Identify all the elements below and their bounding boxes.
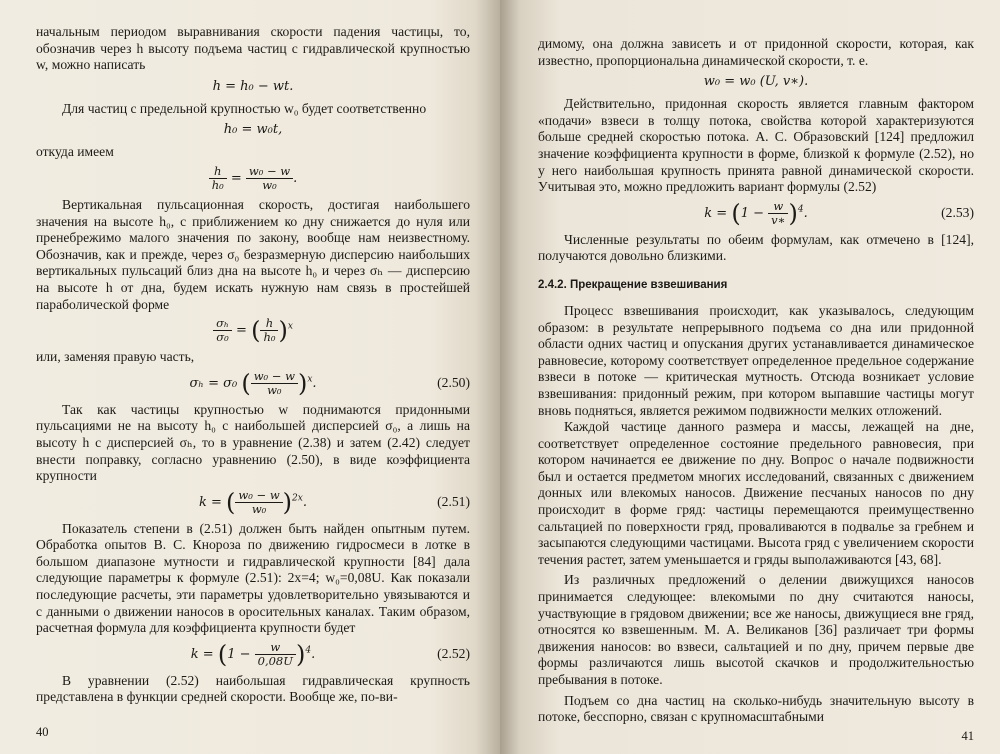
equation-number: (2.52)	[437, 646, 470, 662]
denominator: h₀	[263, 330, 276, 345]
formula-lhs: σₕ = σ₀	[189, 375, 238, 391]
period: .	[293, 170, 298, 186]
left-paren: (	[241, 369, 251, 398]
page-number: 41	[961, 729, 974, 743]
period: .	[312, 375, 317, 391]
paragraph: Действительно, придонная скорость является главным фактором «подачи» взвеси в толщу потока, свойства которой характеризуются больше средней скоростью потока. А. С. Образовский [124] предложил значение коэффициента крупности в форме, близкой к формуле (2.52), но у него наибольшая крупность принята равной динамической скорости. Учитывая это, можно предложить вариант формулы (2.52)	[538, 96, 974, 195]
paragraph: откуда имеем	[36, 144, 114, 160]
formula-lhs: k =	[704, 205, 728, 221]
formula-term: 1 −	[227, 646, 251, 662]
fraction	[768, 200, 788, 227]
paragraph: Показатель степени в (2.51) должен быть найден опытным путем. Обработка опытов В. С. Кнороза по движению гидросмеси в лотке в большом диапазоне мутности и гидравлической крупности [84] дала следующие параметры к формуле (2.51): 2x=4; w₀=0,08U. Как показали последующие расчеты, эти параметры удовлетворительно увязываются и с данными о движении наносов в оросительных каналах. Таким образом, расчетная формула для коэффициента крупности будет	[36, 520, 470, 636]
paragraph: Процесс взвешивания происходит, как указывалось, следующим образом: в результате непрерывного подъема со дна или придонной области одних частиц и опускания других устанавливается динамическое равновесие, которому соответствует определенное предельное содержание взвеси в потоке — критическая мутность. Отсюда возникает условие взвешивания: придонный режим, при котором выпавшие частицы могут вновь подняться, является режимом подвижности мелких отложений.	[538, 302, 974, 418]
formula: h₀ = w₀t,	[223, 122, 283, 138]
right-paren: )	[788, 199, 798, 228]
left-paren: (	[217, 640, 228, 669]
numerator: w₀ − w	[235, 489, 282, 503]
formula	[538, 200, 974, 227]
section-heading: 2.4.2. Прекращение взвешивания	[538, 278, 728, 291]
right-paren: )	[278, 316, 288, 345]
denominator: w₀	[267, 382, 282, 397]
right-page	[500, 0, 1000, 754]
paragraph: или, заменяя правую часть,	[36, 349, 195, 365]
formula	[36, 165, 470, 192]
left-paren: (	[731, 199, 741, 228]
right-paren: )	[282, 488, 293, 517]
left-paren: (	[226, 488, 236, 517]
paragraph: Подъем со дна частиц на сколько-нибудь значительную высоту в потоке, бесспорно, связан с крупномасштабными	[538, 692, 974, 725]
denominator: w₀	[262, 177, 277, 192]
formula	[36, 317, 470, 344]
formula	[36, 641, 470, 668]
paragraph: Для частиц с предельной крупностью w₀ будет соответственно	[62, 100, 427, 116]
equals-sign: =	[236, 323, 247, 339]
numerator: w	[768, 200, 788, 214]
period: .	[302, 494, 307, 510]
formula: w₀ = w₀ (U, v∗).	[703, 74, 809, 90]
period: .	[803, 205, 808, 221]
denominator: σ₀	[216, 330, 229, 345]
fraction	[251, 370, 298, 397]
exponent: 2x	[292, 493, 303, 504]
numerator: w₀ − w	[246, 165, 293, 179]
period: .	[311, 646, 316, 662]
fraction	[260, 317, 278, 344]
fraction	[235, 489, 282, 516]
paragraph: В уравнении (2.52) наибольшая гидравлическая крупность представлена в функции средней скорости. Вообще же, по-ви-	[36, 672, 470, 705]
paragraph: Так как частицы крупностью w поднимаются придонными пульсациями не на высоту h₀ с наибольшей дисперсией σ₀, а лишь на высоту h с дисперсией σₕ, то в уравнение (2.38) и затем (2.42) следует внести поправку, согласно уравнению (2.50), в виде коэффициента крупности	[36, 401, 470, 484]
paragraph: димому, она должна зависеть и от придонной скорости, которая, как известно, пропорциональна динамической скорости, т. е.	[538, 36, 974, 68]
formula-lhs: k =	[199, 494, 222, 510]
page-number: 40	[36, 725, 49, 739]
exponent: x	[287, 321, 293, 332]
fraction	[213, 317, 232, 344]
paragraph: Каждой частице данного размера и массы, лежащей на дне, соответствует определенное состояние предельного равновесия, при котором начинается ее движение по дну. Вопрос о начале подвижности был и остается предметом многих исследований, связанных с движением донных или влекомых наносов. Движение песчаных наносов по дну происходит в форме гряд: частицы перемещаются преимущественно сальтацией по поверхности гряд, проваливаются в подвалье за гребнем и засыпаются следующими частицами. Высота гряд с увеличением скорости течения растет, затем уменьшается и гряды выполаживаются [43, 68].	[538, 419, 974, 567]
equation-number: (2.51)	[437, 494, 470, 510]
formula	[36, 489, 470, 516]
denominator: v∗	[771, 212, 786, 227]
numerator: h	[209, 165, 227, 179]
denominator: 0,08U	[257, 653, 293, 668]
fraction	[246, 165, 293, 192]
fraction	[209, 165, 227, 192]
exponent: 4	[797, 204, 804, 215]
paragraph: начальным периодом выравнивания скорости падения частицы, то, обозначив через h высоту подъема частиц с гидравлической крупностью w, можно написать	[36, 24, 470, 73]
numerator: w₀ − w	[251, 370, 298, 384]
equals-sign: =	[230, 170, 242, 186]
denominator: h₀	[211, 177, 224, 192]
paragraph: Численные результаты по обеим формулам, как отмечено в [124], получаются довольно близкими.	[538, 231, 974, 264]
paragraph: Из различных предложений о делении движущихся наносов принимается следующее: влекомыми по дну считаются наносы, участвующие в грядовом движении; все же наносы, движущиеся вне гряд, относятся ко взвешенным. М. А. Великанов [36] различает три формы движения наносов: во взвеси, сальтацией и по дну, причем первые две формы различаются лишь высотой скачков и продолжительностью пребывания в потоке.	[538, 572, 974, 687]
denominator: w₀	[251, 501, 267, 516]
numerator: h	[260, 317, 278, 331]
equation-number: (2.50)	[437, 375, 470, 391]
equation-number: (2.53)	[941, 205, 974, 221]
numerator: σₕ	[213, 317, 232, 331]
right-paren: )	[295, 640, 306, 669]
formula	[36, 370, 470, 397]
paragraph: Вертикальная пульсационная скорость, достигая наибольшего значения на высоте h₀, с приближением ко дну снижается до нуля или пренебрежимо малого значения по закону, вообще нам неизвестному. Обозначив, как и прежде, через σ₀ безразмерную дисперсию наибольших вертикальных пульсаций близ дна на высоте h₀ и через σₕ — дисперсию на высоте h от дна, будем искать нужную нам связь в простейшей параболической форме	[36, 196, 470, 312]
formula-term: 1 −	[740, 205, 764, 221]
formula: h = h₀ − wt.	[212, 78, 294, 94]
right-paren: )	[297, 369, 308, 398]
exponent: x	[307, 374, 313, 385]
formula-lhs: k =	[190, 646, 214, 662]
exponent: 4	[305, 645, 312, 656]
numerator: w	[255, 641, 296, 655]
left-paren: (	[251, 316, 261, 345]
fraction	[255, 641, 296, 668]
